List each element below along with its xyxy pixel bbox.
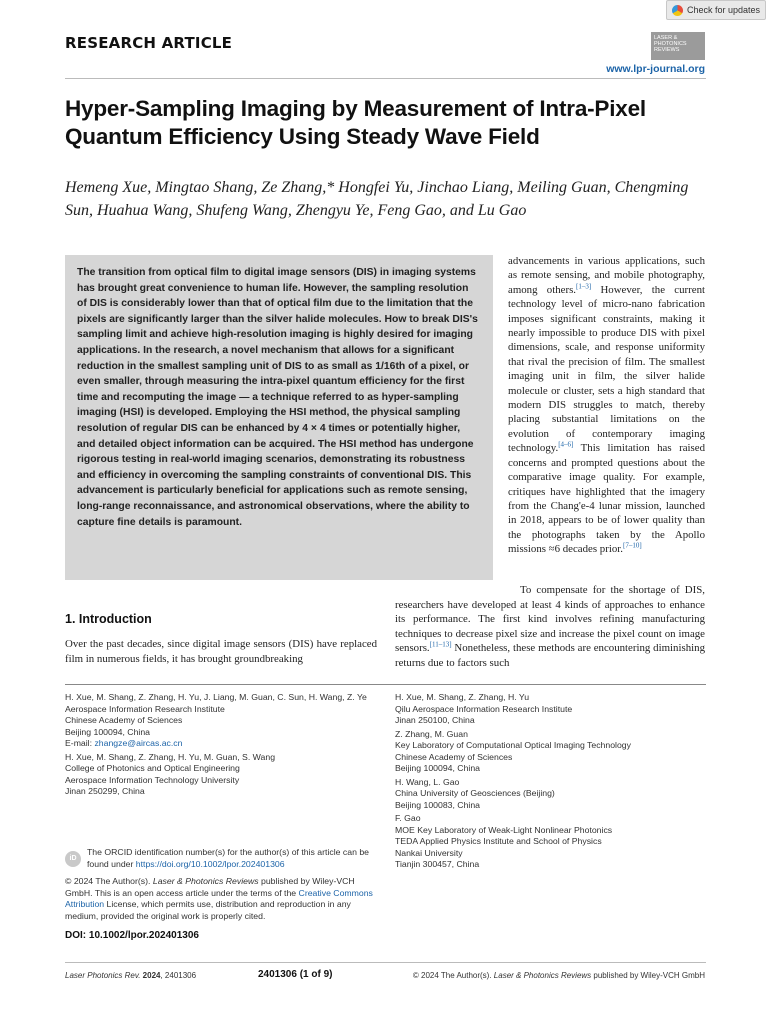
body-paragraph — [395, 583, 705, 671]
body-text: Nonetheless, these methods are encountering diminishing returns due to factors such — [395, 642, 705, 669]
affiliation-block: H. Xue, M. Shang, Z. Zhang, H. Yu, M. Guan, S. Wang College of Photonics and Optical Engineering Aerospace Information Technology University Jinan 250299, China — [65, 751, 276, 796]
license-text: License, which permits use, distribution and reproduction in any medium, provided the original work is properly cited. — [65, 899, 351, 921]
journal-url-link[interactable]: www.lpr-journal.org — [606, 63, 705, 75]
affiliation-text: H. Xue, M. Shang, Z. Zhang, H. Yu, J. Liang, M. Guan, C. Sun, H. Wang, Z. Ye Aerospace Information Research Institute Chinese Academy of Sciences Beijing 100094, China — [65, 692, 367, 737]
footer-year: 2024 — [140, 971, 161, 980]
affiliation-block: F. Gao MOE Key Laboratory of Weak-Light Nonlinear Photonics TEDA Applied Physics Institute and School of Physics Nankai University Tianjin 300457, China — [395, 813, 613, 869]
footer-citation — [65, 971, 196, 980]
intro-paragraph: Over the past decades, since digital image sensors (DIS) have replaced film in numerous fields, it has brought groundbreaking — [65, 638, 377, 665]
journal-logo: LASER & PHOTONICS REVIEWS — [651, 32, 705, 60]
orcid-text: The ORCID identification number(s) for the author(s) of this article can be found under — [87, 847, 369, 869]
body-text: To compensate for the shortage of DIS, researchers have developed at least 4 kinds of approaches to enhance its performance. The first kind involves refining manufacturing techniques to decrease pixel size and increase the pixel count on image sensors. — [395, 584, 705, 655]
crossmark-icon — [672, 5, 683, 16]
check-for-updates-button[interactable] — [666, 0, 766, 20]
body-text: However, the current technology level of micro-nano fabrication imposes significant constraints, making it nearly impossible to produce DIS with pixel dimensions, scale, and response uniformity that rival the precision of film. The smallest imaging unit in film, the silver halide molecule or cluster, sets a high standard that modern DIS struggles to match, thereby placing substantial limitations on the evolution of contemporary imaging technology. — [508, 283, 706, 455]
affiliation-block — [65, 692, 375, 750]
body-column-right — [508, 254, 705, 557]
affiliations-right — [395, 692, 705, 873]
affiliations-left — [65, 692, 375, 800]
body-text: advancements in various applications, such as remote sensing, and mobile photography, among others. — [508, 255, 705, 296]
affiliation-block: Z. Zhang, M. Guan Key Laboratory of Computational Optical Imaging Technology Chinese Academy of Sciences Beijing 100094, China — [395, 728, 631, 773]
header-divider — [65, 78, 706, 79]
citation-link[interactable]: [7–10] — [622, 541, 642, 550]
citation-link[interactable]: [1–3] — [576, 282, 592, 291]
creative-commons-link[interactable]: Creative Commons Attribution — [65, 887, 373, 909]
license-text: published by Wiley-VCH GmbH. This is an open access article under the terms of the — [65, 876, 355, 898]
author-list: Hemeng Xue, Mingtao Shang, Ze Zhang,* Hongfei Yu, Jinchao Liang, Meiling Guan, Chengming Sun, Huahua Wang, Shufeng Wang, Zhengyu Ye, Feng Gao, and Lu Gao — [65, 179, 689, 219]
body-text: This limitation has raised concerns and prompted questions about the comparative image quality. For example, critiques have highlighted that the imagery from the Chang'e-4 lunar mission, launched in 2018, appears to be of lower quality than the photographs taken by the Apollo missions ≈6 decades prior. — [508, 442, 705, 556]
doi-label: DOI: 10.1002/lpor.202401306 — [65, 930, 199, 941]
footer-journal-name: Laser & Photonics Reviews — [493, 971, 592, 980]
footer-copyright — [413, 971, 705, 980]
affiliation-block: H. Xue, M. Shang, Z. Zhang, H. Yu Qilu Aerospace Information Research Institute Jinan 250100, China — [395, 692, 573, 725]
citation-link[interactable]: [4–6] — [558, 440, 574, 449]
page-number: 2401306 (1 of 9) — [258, 969, 333, 980]
section-label: RESEARCH ARTICLE — [65, 34, 233, 52]
license-text: © 2024 The Author(s). — [65, 876, 153, 886]
section-heading: 1. Introduction — [65, 612, 152, 626]
email-label: E-mail: — [65, 738, 95, 748]
footer-copyright-text: © 2024 The Author(s). — [412, 971, 494, 980]
journal-name: Laser & Photonics Reviews — [152, 876, 259, 886]
abstract-text: The transition from optical film to digital image sensors (DIS) in imaging systems has brought great convenience to human life. However, the sampling resolution of DIS is considerably lower than that of optical film due to the limitation that the pixels are significantly larger than the silver halide molecules. How to break DIS's sampling limit and achieve high-resolution imaging is highly desired for imaging applications. In the research, a novel mechanism that allows for a significant reduction in the smallest sampling unit of DIS to as small as 1/16th of a pixel, or even smaller, through measuring the intra-pixel quantum efficiency for the first time and recomputing the image — a technique referred to as hyper-sampling imaging (HSI) is developed. Employing the HSI method, the physical sampling resolution of regular DIS can be enhanced by 4 × 4 times or potentially higher, and detailed object information can be acquired. The HSI method has undergone rigorous testing in real-world imaging scenarios, demonstrating its robustness and efficiency in overcoming the sampling constraints of conventional DIS. This advancement is particularly beneficial for applications such as remote sensing, long-range reconnaissance, and astronomical observations, where the ability to capture fine details is paramount. — [77, 267, 478, 528]
footer-copyright-text: published by Wiley-VCH GmbH — [591, 971, 705, 980]
affiliation-block: H. Wang, L. Gao China University of Geosciences (Beijing) Beijing 100083, China — [395, 776, 555, 810]
abstract-box — [65, 255, 493, 580]
affiliation-divider — [65, 684, 706, 685]
footer-journal: Laser Photonics Rev. — [65, 971, 141, 980]
orcid-doi-link[interactable]: https://doi.org/10.1002/lpor.202401306 — [135, 858, 285, 869]
citation-link[interactable]: [11–13] — [429, 640, 452, 649]
article-title: Hyper-Sampling Imaging by Measurement of Intra-Pixel Quantum Efficiency Using Steady Wave Field — [65, 96, 646, 149]
license-note — [65, 876, 380, 922]
footer-article-number: , 2401306 — [160, 971, 197, 980]
orcid-icon: iD — [65, 851, 81, 867]
footer-divider — [65, 962, 706, 963]
email-link[interactable]: zhangze@aircas.ac.cn — [94, 738, 183, 748]
orcid-note — [65, 847, 380, 870]
check-updates-label: Check for updates — [687, 5, 761, 15]
